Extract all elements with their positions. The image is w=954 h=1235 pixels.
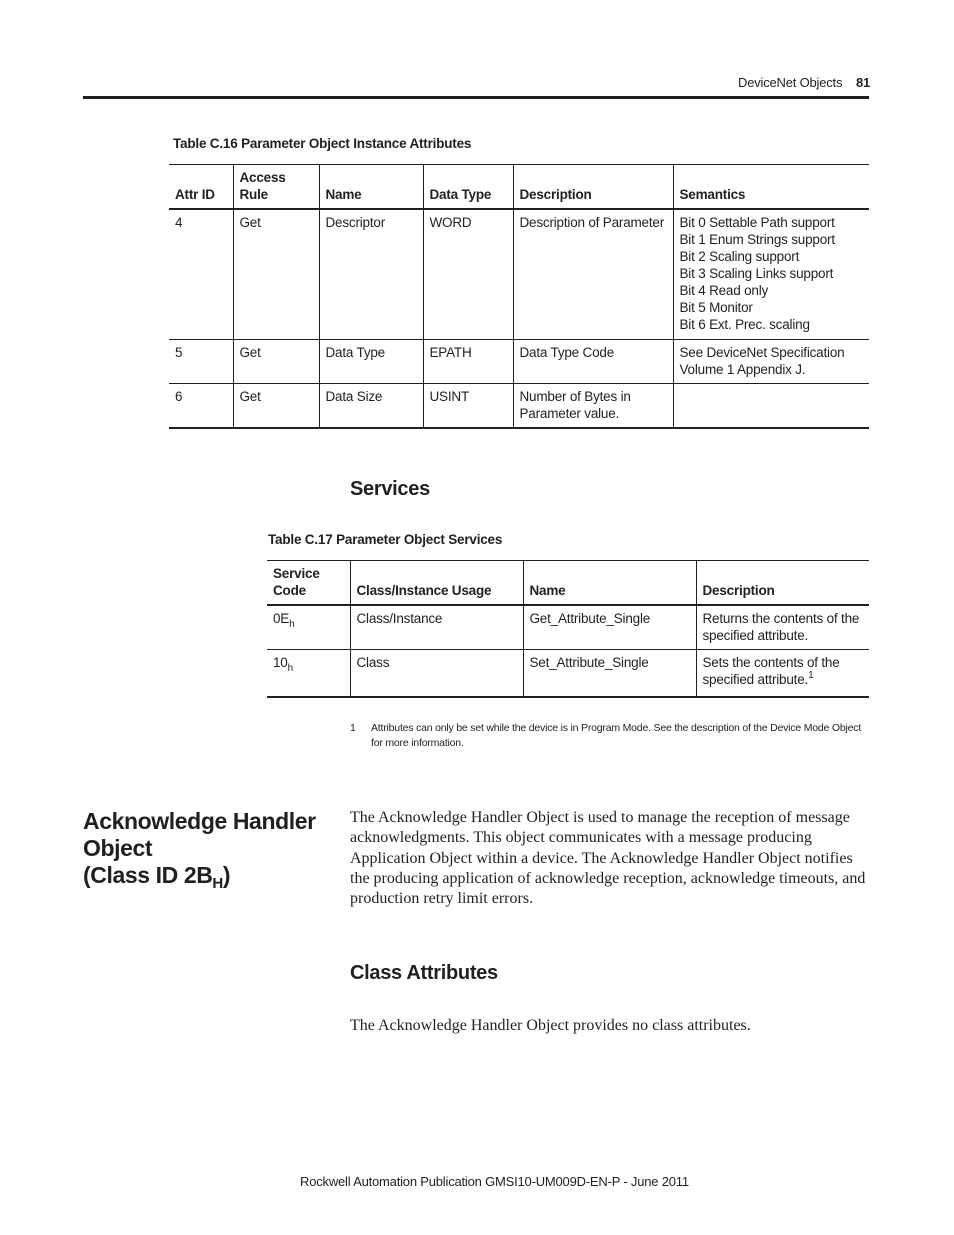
cell-name: Get_Attribute_Single	[523, 605, 696, 650]
running-header-title: DeviceNet Objects	[738, 75, 843, 90]
section-title	[83, 808, 323, 892]
table-row	[169, 209, 869, 339]
column-header-name: Name	[523, 561, 696, 606]
cell-description: Number of Bytes in Parameter value.	[513, 383, 673, 428]
column-header-service-code: Service Code	[267, 561, 350, 606]
cell-service-code: $0E_h$	[267, 605, 350, 650]
cell-access: Get	[233, 209, 319, 339]
cell-description: Returns the contents of the specified attribute.	[696, 605, 869, 650]
column-header-name: Name	[319, 165, 423, 210]
column-header-semantics: Semantics	[673, 165, 869, 210]
services-heading: Services	[350, 478, 430, 500]
table-c16-header-row	[169, 165, 869, 210]
column-header-data-type: Data Type	[423, 165, 513, 210]
footnote-text: Attributes can only be set while the device is in Program Mode. See the description of the Device Mode Object for more information.	[371, 722, 862, 749]
semantics-line: Bit 3 Scaling Links support	[679, 266, 834, 281]
column-header-usage: Class/Instance Usage	[350, 561, 523, 606]
column-header-description: Description	[696, 561, 869, 606]
cell-semantics	[673, 209, 869, 339]
cell-name: Descriptor	[319, 209, 423, 339]
section-title-line: Object	[83, 835, 153, 861]
cell-description: Description of Parameter	[513, 209, 673, 339]
table-row	[169, 383, 869, 428]
table-row	[267, 605, 869, 650]
cell-name: Data Type	[319, 339, 423, 383]
table-c17-caption: Table C.17 Parameter Object Services	[268, 532, 503, 547]
cell-usage: Class/Instance	[350, 605, 523, 650]
footnote-number: 1	[350, 722, 356, 734]
table-c17-header-row	[267, 561, 869, 606]
semantics-line: Bit 4 Read only	[679, 283, 769, 298]
cell-access: Get	[233, 383, 319, 428]
section-title-line: Acknowledge Handler	[83, 808, 316, 834]
cell-semantics	[673, 339, 869, 383]
semantics-line: Bit 0 Settable Path support	[679, 215, 835, 230]
cell-data-type: WORD	[423, 209, 513, 339]
table-c17	[267, 560, 869, 698]
cell-data-type: EPATH	[423, 339, 513, 383]
footer-publication: Rockwell Automation Publication GMSI10-UM009D-EN-P - June 2011	[300, 1174, 689, 1189]
table-row	[267, 650, 869, 697]
class-attributes-text: The Acknowledge Handler Object provides no class attributes.	[350, 1017, 751, 1034]
table-row	[169, 339, 869, 383]
semantics-line: Bit 5 Monitor	[679, 300, 753, 315]
header-rule	[83, 96, 869, 99]
semantics-line: Volume 1 Appendix J.	[679, 361, 806, 377]
semantics-line: Bit 2 Scaling support	[679, 249, 800, 264]
cell-name: Data Size	[319, 383, 423, 428]
page-number: 81	[856, 75, 871, 90]
cell-access: Get	[233, 339, 319, 383]
cell-description: Data Type Code	[513, 339, 673, 383]
column-header-attr-id: Attr ID	[169, 165, 233, 210]
cell-data-type: USINT	[423, 383, 513, 428]
semantics-line: Bit 1 Enum Strings support	[679, 232, 835, 247]
table-c16-caption: Table C.16 Parameter Object Instance Attributes	[173, 136, 472, 151]
class-attributes-heading: Class Attributes	[350, 962, 498, 984]
cell-attr-id: 6	[169, 383, 233, 428]
cell-usage: Class	[350, 650, 523, 697]
cell-description: Sets the contents of the specified attribute.$^1$	[696, 650, 869, 697]
cell-service-code: $10_h$	[267, 650, 350, 697]
semantics-line: Bit 6 Ext. Prec. scaling	[679, 317, 810, 332]
semantics-line: See DeviceNet Specification	[679, 344, 845, 360]
footnote-ref: 1	[808, 670, 814, 681]
cell-attr-id: 4	[169, 209, 233, 339]
section-paragraph: The Acknowledge Handler Object is used to manage the reception of message acknowledgments. This object communicates with a message producing Application Object within a device. The Acknowledge Handler Object notifies the producing application of acknowledge reception, acknowledge timeouts, and production retry limit errors.	[350, 809, 866, 908]
column-header-description: Description	[513, 165, 673, 210]
section-title-line: (Class ID $2B_H$)	[83, 862, 231, 892]
cell-attr-id: 5	[169, 339, 233, 383]
cell-semantics	[673, 383, 869, 428]
table-c16	[169, 164, 869, 429]
cell-name: Set_Attribute_Single	[523, 650, 696, 697]
column-header-access-rule: Access Rule	[233, 165, 319, 210]
